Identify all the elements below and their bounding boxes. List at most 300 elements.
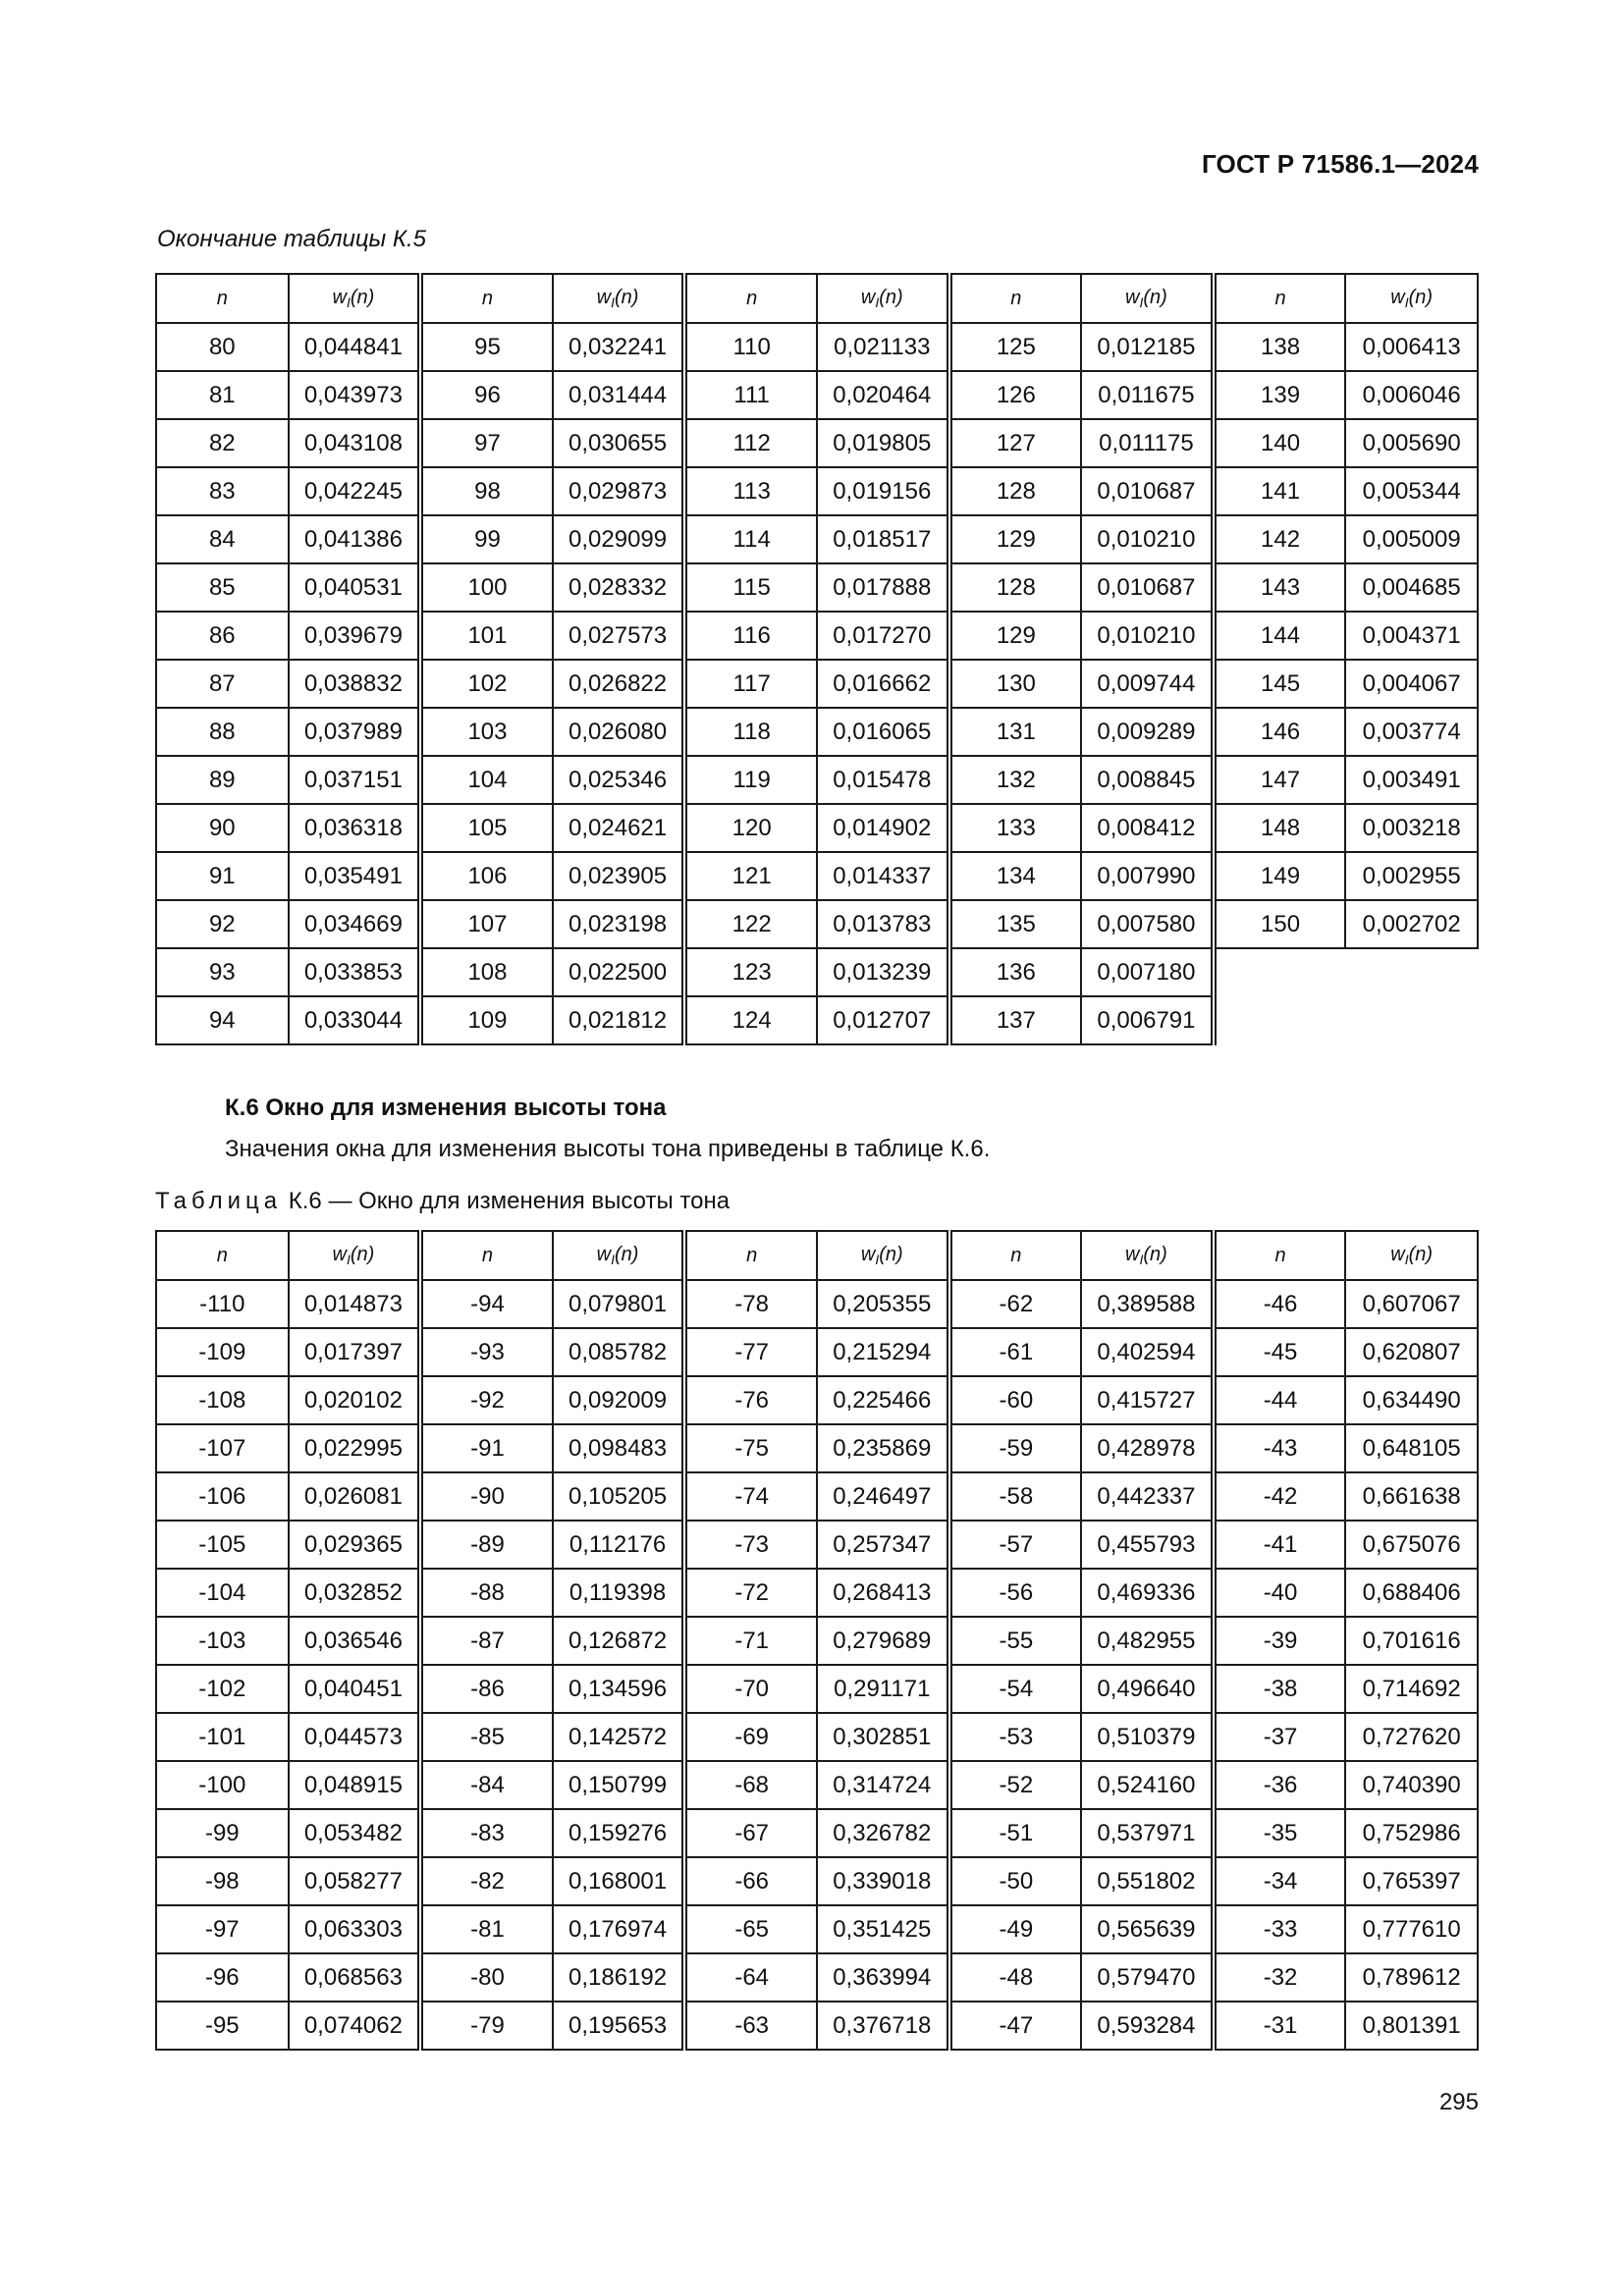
cell-w: 0,389588	[1081, 1280, 1214, 1328]
cell-n: 148	[1214, 804, 1346, 852]
cell-w: 0,015478	[817, 756, 949, 804]
cell-n: 127	[949, 419, 1082, 467]
cell-n: -43	[1214, 1424, 1346, 1472]
table-row	[156, 1809, 1478, 1857]
cell-n: 144	[1214, 612, 1346, 660]
cell-w: 0,142572	[553, 1713, 685, 1761]
cell-w: 0,168001	[553, 1857, 685, 1905]
cell-w: 0,801391	[1345, 2002, 1478, 2050]
cell-w: 0,246497	[817, 1472, 949, 1521]
cell-w: 0,003491	[1345, 756, 1478, 804]
cell-n: 86	[156, 612, 289, 660]
cell-n: -31	[1214, 2002, 1346, 2050]
cell-w: 0,752986	[1345, 1809, 1478, 1857]
cell-w: 0,455793	[1081, 1521, 1214, 1569]
cell-w: 0,314724	[817, 1761, 949, 1809]
cell-w: 0,428978	[1081, 1424, 1214, 1472]
cell-w: 0,727620	[1345, 1713, 1478, 1761]
cell-w: 0,013783	[817, 900, 949, 948]
cell-n: 108	[420, 948, 553, 996]
cell-w: 0,593284	[1081, 2002, 1214, 2050]
cell-n: 139	[1214, 371, 1346, 419]
table-row	[156, 612, 1478, 660]
cell-n: 131	[949, 708, 1082, 756]
cell-w: 0,029365	[289, 1521, 421, 1569]
table-k5-continuation-caption: Окончание таблицы К.5	[157, 226, 427, 252]
cell-n: 136	[949, 948, 1082, 996]
table-row	[156, 1665, 1478, 1713]
cell-w: 0,058277	[289, 1857, 421, 1905]
cell-w: 0,040451	[289, 1665, 421, 1713]
cell-n: -50	[949, 1857, 1082, 1905]
cell-n: 115	[684, 563, 817, 612]
cell-n: -35	[1214, 1809, 1346, 1857]
table-caption-text: К.6 — Окно для изменения высоты тона	[282, 1188, 731, 1214]
cell-w: 0,105205	[553, 1472, 685, 1521]
cell-w: 0,027573	[553, 612, 685, 660]
cell-w: 0,740390	[1345, 1761, 1478, 1809]
cell-n: 101	[420, 612, 553, 660]
cell-n: -68	[684, 1761, 817, 1809]
cell-n: -36	[1214, 1761, 1346, 1809]
cell-n: 113	[684, 467, 817, 515]
cell-n: 114	[684, 515, 817, 563]
cell-w: 0,537971	[1081, 1809, 1214, 1857]
table-row	[156, 1328, 1478, 1376]
cell-w: 0,701616	[1345, 1617, 1478, 1665]
cell-n: -72	[684, 1569, 817, 1617]
cell-w: 0,014902	[817, 804, 949, 852]
cell-n: 143	[1214, 563, 1346, 612]
cell-n: -87	[420, 1617, 553, 1665]
cell-w: 0,004067	[1345, 660, 1478, 708]
table-row	[156, 1857, 1478, 1905]
column-header-w: $w_I(n)$	[553, 1231, 685, 1280]
cell-n: 93	[156, 948, 289, 996]
cell-w: 0,004685	[1345, 563, 1478, 612]
table-caption-label: Таблица	[155, 1188, 283, 1214]
column-header-n: n	[1214, 274, 1346, 323]
cell-w: 0,021133	[817, 323, 949, 371]
cell-n: -103	[156, 1617, 289, 1665]
cell-n: 111	[684, 371, 817, 419]
cell-w: 0,002702	[1345, 900, 1478, 948]
cell-w: 0,022500	[553, 948, 685, 996]
cell-n: -107	[156, 1424, 289, 1472]
empty-cell	[1214, 996, 1346, 1044]
cell-w: 0,648105	[1345, 1424, 1478, 1472]
cell-w: 0,003774	[1345, 708, 1478, 756]
table-row	[156, 1280, 1478, 1328]
cell-n: -109	[156, 1328, 289, 1376]
cell-n: 106	[420, 852, 553, 900]
cell-w: 0,291171	[817, 1665, 949, 1713]
cell-w: 0,032852	[289, 1569, 421, 1617]
cell-n: 130	[949, 660, 1082, 708]
cell-w: 0,005690	[1345, 419, 1478, 467]
cell-n: -41	[1214, 1521, 1346, 1569]
cell-n: 132	[949, 756, 1082, 804]
cell-w: 0,028332	[553, 563, 685, 612]
cell-w: 0,012185	[1081, 323, 1214, 371]
cell-n: -57	[949, 1521, 1082, 1569]
table-row	[156, 996, 1478, 1044]
cell-w: 0,085782	[553, 1328, 685, 1376]
cell-w: 0,195653	[553, 2002, 685, 2050]
cell-w: 0,551802	[1081, 1857, 1214, 1905]
cell-w: 0,257347	[817, 1521, 949, 1569]
cell-n: -96	[156, 1953, 289, 2002]
cell-n: -81	[420, 1905, 553, 1953]
cell-n: -105	[156, 1521, 289, 1569]
cell-n: -88	[420, 1569, 553, 1617]
table-row	[156, 1761, 1478, 1809]
column-header-n: n	[156, 1231, 289, 1280]
cell-w: 0,063303	[289, 1905, 421, 1953]
cell-n: -67	[684, 1809, 817, 1857]
table-row	[156, 2002, 1478, 2050]
cell-w: 0,042245	[289, 467, 421, 515]
cell-n: -39	[1214, 1617, 1346, 1665]
cell-w: 0,005009	[1345, 515, 1478, 563]
cell-n: 126	[949, 371, 1082, 419]
cell-w: 0,469336	[1081, 1569, 1214, 1617]
cell-w: 0,014873	[289, 1280, 421, 1328]
column-header-n: n	[684, 1231, 817, 1280]
cell-n: 109	[420, 996, 553, 1044]
cell-w: 0,010687	[1081, 467, 1214, 515]
cell-n: -65	[684, 1905, 817, 1953]
cell-w: 0,714692	[1345, 1665, 1478, 1713]
cell-n: 97	[420, 419, 553, 467]
cell-w: 0,074062	[289, 2002, 421, 2050]
cell-n: -93	[420, 1328, 553, 1376]
cell-w: 0,023198	[553, 900, 685, 948]
cell-n: 135	[949, 900, 1082, 948]
cell-w: 0,029099	[553, 515, 685, 563]
cell-n: -48	[949, 1953, 1082, 2002]
cell-n: -59	[949, 1424, 1082, 1472]
cell-w: 0,017397	[289, 1328, 421, 1376]
cell-w: 0,268413	[817, 1569, 949, 1617]
cell-w: 0,205355	[817, 1280, 949, 1328]
cell-n: 103	[420, 708, 553, 756]
cell-n: -82	[420, 1857, 553, 1905]
cell-w: 0,004371	[1345, 612, 1478, 660]
cell-n: 124	[684, 996, 817, 1044]
table-row	[156, 1521, 1478, 1569]
cell-n: -53	[949, 1713, 1082, 1761]
cell-w: 0,510379	[1081, 1713, 1214, 1761]
cell-n: 146	[1214, 708, 1346, 756]
cell-w: 0,092009	[553, 1376, 685, 1424]
cell-n: 105	[420, 804, 553, 852]
cell-n: 138	[1214, 323, 1346, 371]
cell-n: 89	[156, 756, 289, 804]
cell-n: -102	[156, 1665, 289, 1713]
cell-w: 0,005344	[1345, 467, 1478, 515]
cell-w: 0,765397	[1345, 1857, 1478, 1905]
cell-w: 0,482955	[1081, 1617, 1214, 1665]
cell-w: 0,620807	[1345, 1328, 1478, 1376]
table-k6-caption	[155, 1188, 730, 1215]
cell-n: -110	[156, 1280, 289, 1328]
cell-w: 0,176974	[553, 1905, 685, 1953]
cell-w: 0,023905	[553, 852, 685, 900]
cell-n: -40	[1214, 1569, 1346, 1617]
cell-w: 0,038832	[289, 660, 421, 708]
table-row	[156, 1713, 1478, 1761]
cell-n: -74	[684, 1472, 817, 1521]
cell-n: -51	[949, 1809, 1082, 1857]
cell-w: 0,018517	[817, 515, 949, 563]
cell-n: 96	[420, 371, 553, 419]
cell-w: 0,661638	[1345, 1472, 1478, 1521]
column-header-w: $w_I(n)$	[289, 274, 421, 323]
cell-n: 120	[684, 804, 817, 852]
cell-n: 142	[1214, 515, 1346, 563]
cell-n: 147	[1214, 756, 1346, 804]
cell-w: 0,009744	[1081, 660, 1214, 708]
cell-n: -71	[684, 1617, 817, 1665]
document-code: ГОСТ Р 71586.1—2024	[1201, 149, 1479, 179]
cell-w: 0,009289	[1081, 708, 1214, 756]
cell-w: 0,030655	[553, 419, 685, 467]
cell-w: 0,032241	[553, 323, 685, 371]
cell-n: -62	[949, 1280, 1082, 1328]
cell-n: 91	[156, 852, 289, 900]
cell-w: 0,134596	[553, 1665, 685, 1713]
cell-w: 0,006046	[1345, 371, 1478, 419]
cell-w: 0,021812	[553, 996, 685, 1044]
cell-n: 110	[684, 323, 817, 371]
cell-w: 0,150799	[553, 1761, 685, 1809]
cell-w: 0,011175	[1081, 419, 1214, 467]
cell-w: 0,235869	[817, 1424, 949, 1472]
table-row	[156, 1424, 1478, 1472]
cell-n: 112	[684, 419, 817, 467]
table-row	[156, 1569, 1478, 1617]
cell-w: 0,035491	[289, 852, 421, 900]
cell-n: 123	[684, 948, 817, 996]
cell-w: 0,039679	[289, 612, 421, 660]
cell-n: -98	[156, 1857, 289, 1905]
column-header-w: $w_I(n)$	[817, 274, 949, 323]
table-row	[156, 563, 1478, 612]
cell-n: -38	[1214, 1665, 1346, 1713]
table-row	[156, 1905, 1478, 1953]
cell-w: 0,363994	[817, 1953, 949, 2002]
cell-w: 0,010687	[1081, 563, 1214, 612]
cell-n: 125	[949, 323, 1082, 371]
cell-w: 0,376718	[817, 2002, 949, 2050]
cell-w: 0,008845	[1081, 756, 1214, 804]
cell-w: 0,019156	[817, 467, 949, 515]
cell-w: 0,037151	[289, 756, 421, 804]
cell-n: 84	[156, 515, 289, 563]
cell-w: 0,634490	[1345, 1376, 1478, 1424]
cell-n: 119	[684, 756, 817, 804]
cell-w: 0,010210	[1081, 612, 1214, 660]
cell-n: -77	[684, 1328, 817, 1376]
table-row	[156, 323, 1478, 371]
cell-w: 0,415727	[1081, 1376, 1214, 1424]
cell-n: 129	[949, 515, 1082, 563]
cell-w: 0,003218	[1345, 804, 1478, 852]
table-row	[156, 1376, 1478, 1424]
cell-w: 0,016662	[817, 660, 949, 708]
column-header-n: n	[949, 1231, 1082, 1280]
cell-w: 0,016065	[817, 708, 949, 756]
cell-n: -64	[684, 1953, 817, 2002]
cell-n: -70	[684, 1665, 817, 1713]
cell-n: -60	[949, 1376, 1082, 1424]
table-row	[156, 467, 1478, 515]
cell-w: 0,007180	[1081, 948, 1214, 996]
cell-n: -58	[949, 1472, 1082, 1521]
cell-n: -89	[420, 1521, 553, 1569]
cell-w: 0,777610	[1345, 1905, 1478, 1953]
column-header-n: n	[684, 274, 817, 323]
cell-w: 0,044573	[289, 1713, 421, 1761]
cell-n: 98	[420, 467, 553, 515]
table-row	[156, 900, 1478, 948]
cell-n: -80	[420, 1953, 553, 2002]
cell-w: 0,034669	[289, 900, 421, 948]
cell-n: 82	[156, 419, 289, 467]
table-header-row	[156, 274, 1478, 323]
table-row	[156, 371, 1478, 419]
cell-w: 0,026080	[553, 708, 685, 756]
table-row	[156, 419, 1478, 467]
cell-n: -84	[420, 1761, 553, 1809]
cell-w: 0,033853	[289, 948, 421, 996]
cell-w: 0,017888	[817, 563, 949, 612]
column-header-w: $w_I(n)$	[1081, 274, 1214, 323]
cell-n: -106	[156, 1472, 289, 1521]
cell-w: 0,022995	[289, 1424, 421, 1472]
column-header-w: $w_I(n)$	[1081, 1231, 1214, 1280]
cell-n: 107	[420, 900, 553, 948]
cell-w: 0,053482	[289, 1809, 421, 1857]
table-row	[156, 1472, 1478, 1521]
cell-n: 133	[949, 804, 1082, 852]
cell-n: -32	[1214, 1953, 1346, 2002]
cell-n: 121	[684, 852, 817, 900]
cell-n: -100	[156, 1761, 289, 1809]
table-row	[156, 1617, 1478, 1665]
table-k5	[155, 273, 1479, 1045]
cell-w: 0,036546	[289, 1617, 421, 1665]
empty-cell	[1345, 996, 1478, 1044]
cell-n: -86	[420, 1665, 553, 1713]
cell-w: 0,119398	[553, 1569, 685, 1617]
table-row	[156, 660, 1478, 708]
cell-w: 0,024621	[553, 804, 685, 852]
cell-n: 149	[1214, 852, 1346, 900]
cell-n: -90	[420, 1472, 553, 1521]
cell-n: -83	[420, 1809, 553, 1857]
cell-n: 137	[949, 996, 1082, 1044]
cell-n: -101	[156, 1713, 289, 1761]
table-row	[156, 804, 1478, 852]
cell-n: 100	[420, 563, 553, 612]
table-row	[156, 756, 1478, 804]
cell-w: 0,048915	[289, 1761, 421, 1809]
cell-w: 0,688406	[1345, 1569, 1478, 1617]
cell-w: 0,025346	[553, 756, 685, 804]
empty-cell	[1345, 948, 1478, 996]
cell-w: 0,002955	[1345, 852, 1478, 900]
cell-n: 129	[949, 612, 1082, 660]
cell-n: 116	[684, 612, 817, 660]
cell-n: 87	[156, 660, 289, 708]
cell-n: 141	[1214, 467, 1346, 515]
cell-w: 0,326782	[817, 1809, 949, 1857]
cell-w: 0,008412	[1081, 804, 1214, 852]
cell-w: 0,126872	[553, 1617, 685, 1665]
cell-n: 117	[684, 660, 817, 708]
table-k5-body	[156, 323, 1478, 1044]
page-number: 295	[1438, 2089, 1479, 2115]
cell-n: -33	[1214, 1905, 1346, 1953]
cell-w: 0,496640	[1081, 1665, 1214, 1713]
cell-n: 104	[420, 756, 553, 804]
cell-n: -56	[949, 1569, 1082, 1617]
cell-w: 0,112176	[553, 1521, 685, 1569]
cell-n: -75	[684, 1424, 817, 1472]
table-k6	[155, 1230, 1479, 2051]
cell-n: 94	[156, 996, 289, 1044]
table-row	[156, 852, 1478, 900]
cell-n: -37	[1214, 1713, 1346, 1761]
cell-n: -94	[420, 1280, 553, 1328]
cell-n: -97	[156, 1905, 289, 1953]
column-header-n: n	[420, 1231, 553, 1280]
empty-cell	[1214, 948, 1346, 996]
cell-w: 0,013239	[817, 948, 949, 996]
cell-w: 0,789612	[1345, 1953, 1478, 2002]
cell-w: 0,068563	[289, 1953, 421, 2002]
cell-w: 0,675076	[1345, 1521, 1478, 1569]
cell-w: 0,040531	[289, 563, 421, 612]
cell-n: -49	[949, 1905, 1082, 1953]
cell-w: 0,524160	[1081, 1761, 1214, 1809]
cell-n: 122	[684, 900, 817, 948]
cell-n: -34	[1214, 1857, 1346, 1905]
cell-n: 150	[1214, 900, 1346, 948]
cell-w: 0,010210	[1081, 515, 1214, 563]
cell-w: 0,007990	[1081, 852, 1214, 900]
cell-w: 0,186192	[553, 1953, 685, 2002]
cell-n: -92	[420, 1376, 553, 1424]
cell-n: 118	[684, 708, 817, 756]
cell-n: 80	[156, 323, 289, 371]
table-row	[156, 948, 1478, 996]
cell-w: 0,006413	[1345, 323, 1478, 371]
cell-w: 0,006791	[1081, 996, 1214, 1044]
column-header-w: $w_I(n)$	[817, 1231, 949, 1280]
column-header-n: n	[420, 274, 553, 323]
cell-w: 0,402594	[1081, 1328, 1214, 1376]
cell-w: 0,225466	[817, 1376, 949, 1424]
cell-w: 0,026081	[289, 1472, 421, 1521]
column-header-n: n	[1214, 1231, 1346, 1280]
table-row	[156, 515, 1478, 563]
cell-n: 92	[156, 900, 289, 948]
cell-n: -99	[156, 1809, 289, 1857]
cell-n: -108	[156, 1376, 289, 1424]
